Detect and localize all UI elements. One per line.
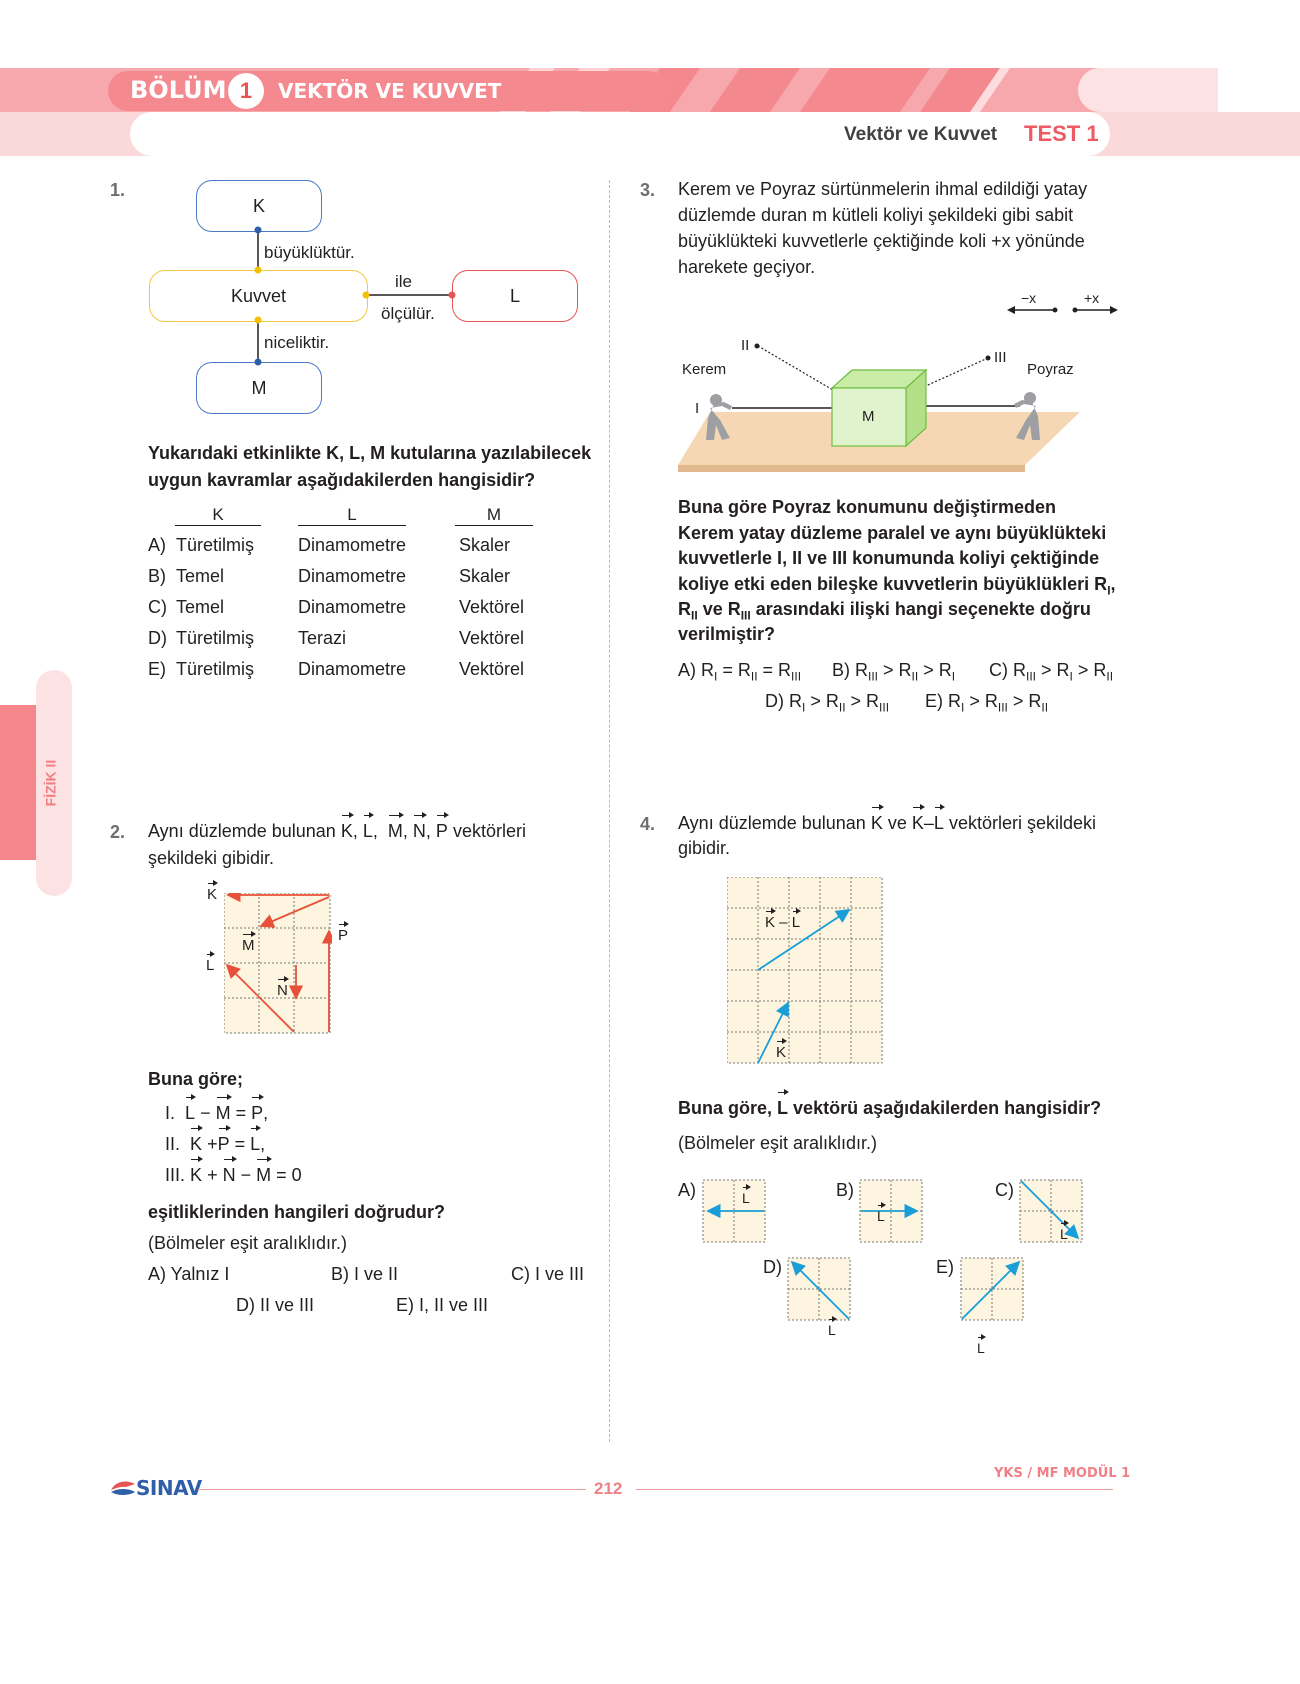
footer-line-left: [198, 1489, 586, 1490]
q1-option-l: Dinamometre: [298, 659, 407, 679]
q2-s3-a: K: [190, 1162, 202, 1189]
bolum-number: 1: [239, 78, 253, 103]
q3-option-e-text: E) R: [925, 691, 961, 711]
q3-pos-ii: II: [741, 337, 750, 354]
q3-option-a[interactable]: A) $R_I = R_{II} = R_{III}$: [678, 660, 802, 684]
q2-roman-2: II.: [165, 1134, 181, 1154]
q2-s1-end: ,: [263, 1103, 269, 1123]
q1-box-force-label: Kuvvet: [230, 285, 287, 306]
q1-label-magnitude: büyüklüktür.: [264, 243, 355, 262]
q2-grid-k-text: K: [207, 886, 218, 903]
q2-s3-b: N: [223, 1162, 236, 1189]
column-divider: [609, 180, 610, 1442]
q2-note: (Bölmeler eşit aralıklıdır.): [148, 1233, 348, 1253]
q1-number: 1.: [110, 180, 126, 200]
q4-intro-line2: gibidir.: [678, 838, 731, 858]
q2-s1-c: P: [251, 1100, 263, 1127]
q2-statement-1: [165, 1100, 268, 1127]
q1-option-m: Skaler: [459, 535, 511, 555]
q4-option-b-letter: B): [836, 1180, 854, 1200]
q4-note: (Bölmeler eşit aralıklıdır.): [678, 1133, 878, 1153]
q2-intro: Aynı düzlemde bulunan K, L, M, N, P vektörleri: [148, 818, 526, 845]
q4-option-e-grid: [960, 1257, 1024, 1321]
q2-grid-p-text: P: [338, 927, 349, 944]
q3-question-5b-text: arasındaki ilişki hangi seçenekte doğru: [755, 599, 1091, 619]
q3-question-1: Buna göre Poyraz konumunu değiştirmeden: [678, 497, 1057, 517]
q2-intro-prefix: Aynı düzlemde bulunan: [148, 821, 336, 841]
q3-number: 3.: [640, 180, 656, 200]
q1-label-with: ile: [395, 272, 413, 291]
q1-header-m: [455, 505, 533, 526]
q1-option-k: Temel: [176, 597, 225, 617]
q3-question-4: koliye etki eden bileşke kuvvetlerin büyüklükleri $R_I$,: [678, 574, 1116, 598]
q2-s3-op1: +: [207, 1165, 218, 1185]
q2-s3-op2: −: [240, 1165, 252, 1185]
q4-option-d-grid: [787, 1257, 851, 1321]
q3-text-4: harekete geçiyor.: [678, 257, 816, 277]
q4-intro-prefix: Aynı düzlemde bulunan: [678, 813, 866, 833]
q3-option-e[interactable]: E) $R_I > R_{III} > R_{II}$: [925, 691, 1049, 715]
section-title: Vektör ve Kuvvet: [844, 124, 998, 145]
q4-intro-k2: K: [912, 810, 924, 837]
q2-s1-op2: =: [235, 1103, 247, 1123]
q4-option-e-letter: E): [936, 1257, 954, 1277]
q1-label-measured: ölçülür.: [381, 304, 435, 323]
q1-option-l: Terazi: [298, 628, 347, 648]
q2-question: eşitliklerinden hangileri doğrudur?: [148, 1202, 446, 1222]
q4-intro-suffix: vektörleri şekildeki: [948, 813, 1097, 833]
q3-scene: [670, 330, 1090, 480]
q4-option-d-letter: D): [763, 1257, 782, 1277]
q4-option-c-grid: [1019, 1179, 1083, 1243]
q2-statement-3: [165, 1162, 302, 1189]
q4-option-b-grid: [859, 1179, 923, 1243]
q3-option-b[interactable]: B) $R_{III} > R_{II} > R_I$: [832, 660, 956, 684]
q2-grid-l-text: L: [206, 957, 215, 974]
q1-option-letter: E): [148, 659, 166, 679]
q2-statement-2: [165, 1131, 265, 1158]
q3-option-d-text: D) R: [765, 691, 802, 711]
footer-line-right: [636, 1489, 1113, 1490]
q3-question-3: kuvvetlerle I, II ve III konumunda koliyi çektiğinde: [678, 548, 1100, 568]
q1-option-letter: D): [148, 628, 167, 648]
q3-pos-i: I: [695, 400, 700, 417]
q4-grid-k-text: K: [776, 1044, 787, 1061]
q2-intro-suffix: vektörleri: [452, 821, 526, 841]
q2-grid-label-l: [206, 957, 214, 974]
q1-option-l: Dinamometre: [298, 535, 407, 555]
q3-option-b-text: B) R: [832, 660, 868, 680]
q1-header-m-text: M: [486, 505, 502, 524]
test-label: TEST 1: [1024, 121, 1099, 146]
q1-question: Yukarıdaki etkinlikte K, L, M kutularına yazılabilecek uygun kavramlar aşağıdakilerden hangisidir?: [148, 443, 592, 490]
q3-pos-iii: III: [994, 349, 1007, 366]
q2-roman-1: I.: [165, 1103, 176, 1123]
q3-kerem-label: Kerem: [682, 361, 727, 378]
q4-option-d-label: L: [828, 1322, 836, 1338]
q1-box-l-label: L: [509, 285, 520, 306]
q4-option-e-label: L: [977, 1340, 985, 1356]
q2-option-d[interactable]: D) II ve III: [236, 1295, 315, 1315]
module-label: YKS / MF MODÜL 1: [994, 1466, 1131, 1481]
q4-question-prefix: Buna göre,: [678, 1098, 773, 1118]
q3-question-4-text: koliye etki eden bileşke kuvvetlerin büyüklükleri R: [678, 574, 1108, 594]
header-right-pill: [1078, 68, 1218, 112]
q2-grid-label-p: [338, 927, 348, 944]
q3-option-d[interactable]: D) $R_I > R_{II} > R_{III}$: [765, 691, 890, 715]
q3-plus-x: +x: [1084, 290, 1100, 306]
q4-option-a-label: L: [742, 1190, 750, 1206]
side-tab-dark: [0, 705, 40, 860]
q2-grid-label-n: [277, 982, 288, 999]
q2-number: 2.: [110, 822, 126, 842]
q3-question-5: $R_{II}$ ve $R_{III}$ arasındaki ilişki hangi seçenekte doğru: [678, 599, 1091, 623]
q1-header-l-text: L: [347, 505, 357, 524]
q1-connectors: [0, 0, 600, 420]
q2-grid-m-text: M: [242, 937, 255, 954]
q1-option-k: Türetilmiş: [176, 628, 255, 648]
q1-option-k: Türetilmiş: [176, 535, 255, 555]
q2-vector-grid: [224, 893, 332, 1035]
q2-buna-gore: Buna göre;: [148, 1069, 244, 1089]
q4-option-c-label: L: [1060, 1226, 1068, 1242]
q2-s2-a: K: [190, 1131, 202, 1158]
q2-s2-op1: +: [207, 1134, 218, 1154]
q2-s2-op2: =: [234, 1134, 246, 1154]
page-number: 212: [594, 1479, 623, 1498]
q2-s2-c: L: [250, 1131, 260, 1158]
q1-box-m-label: M: [251, 377, 267, 398]
q2-vec-p: P: [436, 818, 448, 845]
q1-header-k-text: K: [212, 505, 224, 524]
q2-option-c[interactable]: C) I ve III: [511, 1264, 585, 1284]
q1-option-k: Temel: [176, 566, 225, 586]
q3-text-3: büyüklükteki kuvvetlerle çektiğinde koli +x yönünde: [678, 231, 1085, 251]
q4-question-suffix: vektörü aşağıdakilerden hangisidir?: [793, 1098, 1102, 1118]
brand-name: SINAV: [136, 1476, 202, 1500]
q2-s2-b: P: [218, 1131, 230, 1158]
q2-option-e[interactable]: E) I, II ve III: [396, 1295, 489, 1315]
q1-box-k-label: K: [252, 195, 265, 216]
q4-number: 4.: [640, 814, 656, 834]
q3-box-label: M: [862, 408, 875, 425]
q3-poyraz-label: Poyraz: [1027, 361, 1074, 378]
q2-s1-a: L: [185, 1100, 195, 1127]
q2-grid-label-m: [242, 937, 255, 954]
q1-option-m: Vektörel: [459, 597, 525, 617]
q2-option-a[interactable]: A) Yalnız I: [148, 1264, 230, 1284]
q2-grid-n-text: N: [277, 982, 288, 999]
q3-minus-x: −x: [1021, 290, 1037, 306]
q1-option-m: Skaler: [459, 566, 511, 586]
q3-option-c-text: C) R: [989, 660, 1026, 680]
q4-option-a-letter: A): [678, 1180, 696, 1200]
q4-question: [678, 1095, 1101, 1122]
q4-grid-kl-k: K: [765, 914, 776, 931]
q3-text-1: Kerem ve Poyraz sürtünmelerin ihmal edildiği yatay: [678, 179, 1088, 199]
q4-intro-mid: ve: [887, 813, 907, 833]
q4-vector-grid: [727, 877, 885, 1065]
q1-option-letter: A): [148, 535, 166, 555]
q1-option-l: Dinamometre: [298, 566, 407, 586]
q1-option-l: Dinamometre: [298, 597, 407, 617]
q3-text-2: düzlemde duran m kütleli koliyi şekildeki gibi sabit: [678, 205, 1074, 225]
q2-s2-end: ,: [260, 1134, 266, 1154]
q1-label-quantity: niceliktir.: [264, 333, 330, 352]
q2-roman-3: III.: [165, 1165, 186, 1185]
q4-grid-kl-l: L: [791, 914, 801, 931]
q2-vec-m: M: [388, 818, 403, 845]
q2-grid-label-k: [207, 886, 217, 903]
q4-option-c-letter: C): [995, 1180, 1014, 1200]
q2-vec-l: L: [363, 818, 373, 845]
q1-header-k: [175, 505, 261, 526]
q1-option-letter: B): [148, 566, 166, 586]
q4-option-b-label: L: [877, 1208, 885, 1224]
q4-option-a-grid: [702, 1179, 766, 1243]
q4-grid-label-kl: K – L: [765, 914, 801, 931]
brand-logo-icon: [110, 1478, 136, 1498]
side-tab-label: FİZİK II: [42, 759, 59, 807]
q4-intro-l: L: [934, 810, 944, 837]
q2-s3-end: = 0: [276, 1165, 302, 1185]
q2-vec-n: N: [413, 818, 426, 845]
q4-intro: Aynı düzlemde bulunan K ve K–L vektörleri şekildeki: [678, 810, 1096, 837]
q2-intro-line2: şekildeki gibidir.: [148, 848, 275, 868]
q3-question-5-text: ve R: [702, 599, 741, 619]
q2-vec-k: K: [341, 818, 353, 845]
q4-question-l: L: [777, 1095, 788, 1122]
q1-option-m: Vektörel: [459, 628, 525, 648]
q1-header-l: [298, 505, 406, 526]
q3-option-a-text: A) R: [678, 660, 714, 680]
q4-intro-k: K: [871, 810, 883, 837]
q1-option-m: Vektörel: [459, 659, 525, 679]
q2-s1-b: M: [216, 1100, 231, 1127]
q2-s1-op1: −: [200, 1103, 211, 1123]
q1-option-letter: C): [148, 597, 167, 617]
bolum-label: BÖLÜM: [130, 76, 227, 104]
q3-question-6: verilmiştir?: [678, 624, 776, 644]
chapter-title: VEKTÖR VE KUVVET: [278, 79, 502, 103]
q2-option-b[interactable]: B) I ve II: [331, 1264, 399, 1284]
q2-s3-c: M: [256, 1162, 271, 1189]
q4-grid-label-k: [776, 1044, 786, 1061]
q3-question-2: Kerem yatay düzleme paralel ve aynı büyüklükteki: [678, 523, 1107, 543]
q1-option-k: Türetilmiş: [176, 659, 255, 679]
q3-option-c[interactable]: C) $R_{III} > R_I > R_{II}$: [989, 660, 1114, 684]
